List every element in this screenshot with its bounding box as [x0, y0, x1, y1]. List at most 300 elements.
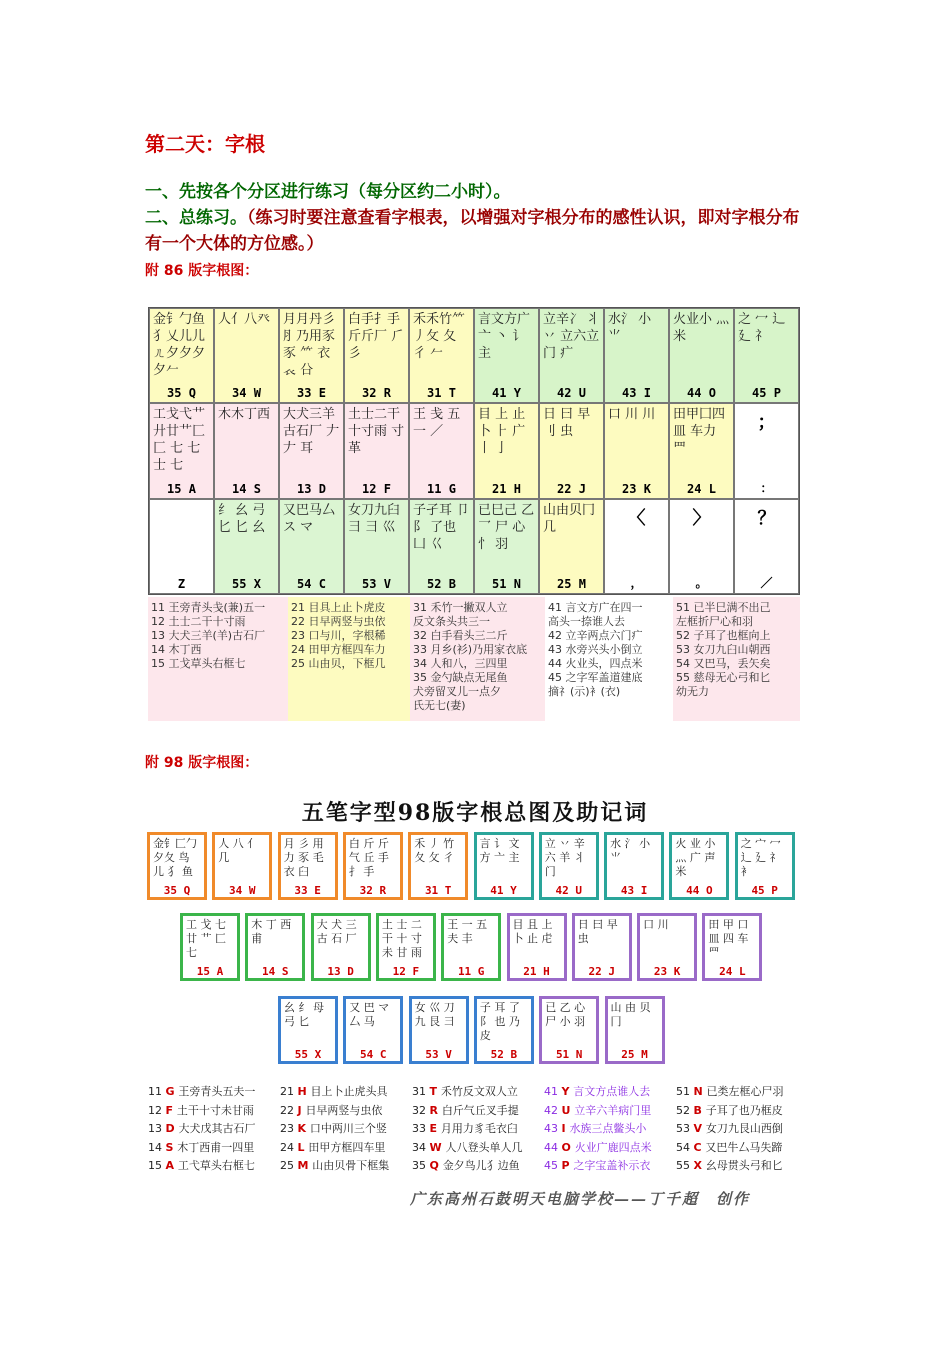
legend98-text: 水族三点鳖头小 [569, 1122, 647, 1135]
key98-code: 14 S [262, 965, 289, 978]
legend86-line: 幼无力 [676, 685, 709, 698]
key98-code: 23 K [653, 965, 681, 978]
legend98-number: 11 [148, 1085, 166, 1098]
key86-roots: 纟 幺 弓 匕 匕 幺 [218, 502, 266, 535]
key86-roots: 工戈弋艹 廾廿艹匚 匚 七 七 士 七 [153, 407, 206, 474]
legend98-key: L [297, 1140, 309, 1154]
key98-roots: 大 犬 三 古 石 厂 [316, 918, 357, 945]
key86-symbol: 〈 [627, 507, 646, 529]
legend98-text: 幺母贯头弓和匕 [705, 1159, 783, 1172]
key98-cell [409, 996, 469, 1064]
key86-cell [344, 499, 409, 594]
key86-cell [279, 499, 344, 594]
legend98-line [148, 1157, 280, 1176]
key98-code: 35 Q [163, 884, 191, 897]
legend98-number: 33 [412, 1122, 430, 1135]
legend98-key: X [693, 1159, 706, 1172]
key86-code: 11 G [427, 481, 456, 496]
legend98-line [676, 1139, 808, 1158]
legend98-number: 21 [280, 1085, 298, 1098]
key98-cell [669, 832, 729, 900]
key98-roots: 王 一 五 夫 丰 [447, 918, 488, 945]
key98-cell [474, 996, 534, 1064]
legend86-line: 12 土士二干十寸雨 [151, 615, 246, 628]
key98-code: 21 H [523, 965, 550, 978]
legend98-key: B [693, 1103, 706, 1117]
key86-roots: 水氵 小 ⺌ [608, 312, 652, 344]
legend98-number: 34 [412, 1140, 430, 1154]
legend98-line [676, 1157, 808, 1176]
legend98-number: 24 [280, 1140, 298, 1154]
key86-code: 33 E [297, 386, 326, 401]
legend98-number: 52 [676, 1103, 694, 1117]
fig98-label: 附 98 版字根图： [145, 755, 259, 771]
legend98-line [280, 1139, 412, 1158]
key86-code: 12 F [362, 481, 391, 496]
key98-cell [637, 913, 697, 981]
legend98-text: 月用力豸毛衣臼 [440, 1122, 518, 1135]
key86-cell [539, 499, 604, 594]
legend98-number: 45 [544, 1159, 562, 1172]
key86-cell [214, 499, 279, 594]
key86-code: 21 H [492, 481, 521, 496]
key98-roots: 又 巴 マ 厶 马 [349, 1001, 390, 1028]
key98-roots: 已 乙 心 尸 小 羽 [545, 1001, 586, 1028]
legend98-line [280, 1157, 412, 1176]
legend98-key: S [165, 1140, 178, 1154]
key86-code: 32 R [362, 386, 391, 401]
legend86-line: 犬旁留叉儿一点夕 [413, 685, 501, 698]
key98-roots: 日 曰 早 虫 [577, 918, 618, 945]
fig86-label: 附 86 版字根图： [145, 263, 259, 279]
key98-code: 25 M [621, 1048, 648, 1061]
keyboard-86-chart [148, 307, 800, 595]
key98-cell [343, 996, 403, 1064]
key98-roots: 言 讠 文 方 亠 主 [479, 837, 520, 864]
key98-cell [343, 832, 403, 900]
legend86-column [545, 597, 673, 721]
legend98-key: C [693, 1140, 706, 1154]
key98-roots: 白 斤 斤 气 丘 手 扌 手 [348, 837, 389, 878]
legend98-key: Y [561, 1085, 574, 1098]
legend-98 [148, 1083, 808, 1176]
key86-cell [734, 308, 799, 403]
key98-code: 33 E [294, 884, 321, 897]
legend98-number: 41 [544, 1085, 562, 1098]
key86-code: 14 S [232, 481, 261, 496]
step-two-note: （练习时要注意查看字根表，以增强对字根分布的感性认识，即对字根分布有一个大体的方位感。） [145, 208, 800, 254]
legend98-text: 又巴牛厶马失蹄 [705, 1140, 783, 1154]
legend98-text: 女刀九艮山西倒 [705, 1122, 783, 1135]
legend98-line [676, 1102, 808, 1121]
key86-cell [214, 308, 279, 403]
legend98-line [280, 1102, 412, 1121]
key86-code: 54 C [297, 577, 326, 591]
key86-roots: 之 冖 辶 廴 礻 [738, 312, 786, 344]
legend86-line: 53 女刀九臼山朝西 [676, 643, 771, 656]
key98-cell [147, 832, 207, 900]
legend98-key: E [429, 1122, 441, 1135]
legend98-key: U [561, 1103, 575, 1117]
key86-roots: 山由贝冂 几 [543, 502, 596, 535]
legend98-column [676, 1083, 808, 1176]
legend86-line: 24 田甲方框四车力 [291, 643, 386, 656]
legend98-text: 之字宝盖补示衣 [573, 1159, 651, 1172]
key98-roots: 目 且 上 卜 止 虍 [512, 918, 553, 945]
legend98-number: 44 [544, 1140, 562, 1154]
key98-code: 31 T [424, 884, 452, 897]
key86-roots: 王 戋 五 一 ／ [413, 407, 461, 440]
key86-cell [149, 308, 214, 403]
key98-roots: 人 八 亻 几 [218, 837, 259, 864]
legend98-text: 田甲方框四车里 [308, 1140, 386, 1154]
key86-roots: 人亻八癶 [218, 312, 271, 327]
key86-cell [344, 403, 409, 498]
legend98-line [412, 1157, 544, 1176]
key98-code: 32 R [359, 884, 387, 897]
legend86-line: 32 白手看头三二斤 [413, 629, 508, 642]
legend98-number: 32 [412, 1103, 430, 1117]
chart-98-title: 五笔字型98版字根总图及助记词 [301, 800, 649, 826]
key86-code: 42 U [557, 386, 586, 401]
key86-code: 41 Y [492, 386, 521, 401]
key86-cell [734, 403, 799, 498]
legend98-number: 25 [280, 1159, 298, 1172]
key86-cell [214, 403, 279, 498]
key86-code: 。 [695, 576, 708, 590]
legend98-line [148, 1083, 280, 1102]
key98-roots: 子 耳 了 阝 也 乃 皮 [479, 1001, 520, 1042]
legend98-key: J [297, 1103, 306, 1117]
key98-roots: 田 甲 口 皿 四 车 罒 [708, 918, 749, 959]
legend98-text: 禾竹反文双人立 [440, 1085, 518, 1098]
key98-code: 52 B [490, 1048, 518, 1061]
key86-roots: 又巴马厶 ス マ [283, 502, 336, 535]
legend86-line: 反文条头共三一 [413, 615, 490, 628]
legend86-line: 52 子耳了也框向上 [676, 629, 771, 642]
key86-roots: 火业小 灬 米 [673, 312, 730, 344]
legend98-text: 土干十寸未甘雨 [176, 1103, 254, 1117]
key86-code: 35 Q [167, 386, 196, 401]
key86-roots: 木木丁西 [218, 407, 271, 423]
key86-cell [149, 499, 214, 594]
key86-roots: 土士二干 十寸雨 寸 革 [348, 407, 405, 457]
key98-cell [604, 832, 664, 900]
key98-cell [376, 913, 436, 981]
key98-cell [441, 913, 501, 981]
legend98-text: 子耳了也乃框皮 [705, 1103, 783, 1117]
legend98-number: 13 [148, 1122, 166, 1135]
legend98-key: P [561, 1159, 574, 1172]
key86-code: 45 P [752, 386, 781, 401]
key98-code: 13 D [327, 965, 354, 978]
legend98-text: 立辛六羊病门里 [574, 1103, 652, 1117]
key86-code: 55 X [232, 577, 261, 591]
legend86-line: 35 金勺缺点无尾鱼 [413, 671, 508, 684]
key98-code: 22 J [588, 965, 616, 978]
key86-code: ／ [760, 576, 773, 590]
legend98-text: 人八登头单人几 [445, 1140, 523, 1154]
key86-symbol: ； [757, 412, 776, 434]
legend86-line: 31 禾竹一撇双人立 [413, 601, 508, 614]
key98-roots: 月 彡 用 力 豕 毛 衣 臼 [283, 837, 324, 878]
key98-code: 34 W [229, 884, 256, 897]
legend98-text: 已类左框心尸羽 [706, 1085, 784, 1098]
key86-cell [604, 499, 669, 594]
legend98-text: 白斤气丘叉手提 [441, 1103, 519, 1117]
legend98-key: A [165, 1159, 178, 1172]
key86-roots: 田甲囗四 皿 车力 罒 [673, 407, 726, 457]
key86-cell [669, 499, 734, 594]
key98-cell [539, 996, 599, 1064]
key98-cell [278, 996, 338, 1064]
legend98-line [412, 1102, 544, 1121]
key86-cell [474, 308, 539, 403]
key86-code: 31 T [427, 386, 456, 401]
legend98-number: 55 [676, 1159, 694, 1172]
key98-roots: 女 巛 刀 九 艮 彐 [414, 1001, 455, 1028]
legend98-text: 木丁西甫一四里 [177, 1140, 255, 1154]
legend86-line: 44 火业头，四点米 [548, 657, 643, 670]
legend98-text: 火业广鹿四点米 [574, 1140, 652, 1154]
key98-cell [539, 832, 599, 900]
legend98-line [148, 1102, 280, 1121]
legend86-line: 51 已半巳满不出己 [676, 601, 771, 614]
credit-line: 广东高州石鼓明天电脑学校——丁千超 创作 [410, 1190, 751, 1208]
key98-roots: 火 业 小 灬 广 声 米 [675, 837, 716, 878]
legend98-number: 14 [148, 1140, 166, 1154]
key98-cell [212, 832, 272, 900]
key86-cell [409, 308, 474, 403]
legend98-text: 言文方点谁人去 [573, 1085, 651, 1098]
legend98-key: O [561, 1140, 575, 1154]
key98-cell [572, 913, 632, 981]
legend86-column [673, 597, 800, 721]
step-one: 一、先按各个分区进行练习（每分区约二小时）。 [145, 182, 511, 202]
key86-cell [669, 308, 734, 403]
legend98-number: 42 [544, 1103, 562, 1117]
key86-roots: 金钅勹鱼 犭乂儿儿 ㄦ夕夕夕 夕𠂉 [153, 312, 206, 378]
legend98-key: H [297, 1085, 311, 1098]
step-two-head: 二、总练习。 [145, 208, 247, 228]
key86-cell [409, 499, 474, 594]
legend98-line [544, 1157, 676, 1176]
legend98-number: 22 [280, 1103, 298, 1117]
legend98-key: I [561, 1122, 570, 1135]
key98-code: 12 F [392, 965, 420, 978]
legend86-line: 13 大犬三羊(羊)古石厂 [151, 629, 266, 642]
legend86-line: 11 王旁青头戋(兼)五一 [151, 601, 266, 614]
key86-roots: 已巳己 乙 乛 尸 心 忄 羽 [478, 502, 535, 552]
key98-roots: 金钅匚勹 夕夂 鸟 儿 犭 鱼 [153, 837, 197, 878]
legend98-key: R [429, 1103, 442, 1117]
key98-code: 41 Y [490, 884, 517, 897]
key86-roots: 口 川 川 [608, 407, 656, 423]
page-title: 第二天：字根 [145, 132, 265, 156]
key98-cell [180, 913, 240, 981]
key86-code: 52 B [427, 577, 456, 591]
legend98-line [676, 1120, 808, 1139]
key86-code: 25 M [557, 577, 586, 591]
key86-code: 43 I [622, 386, 651, 401]
key86-cell [539, 308, 604, 403]
key98-code: 55 X [294, 1048, 322, 1061]
legend98-number: 53 [676, 1122, 694, 1135]
legend98-key: N [693, 1085, 707, 1098]
key86-code: ： [760, 480, 773, 495]
key98-roots: 土 士 二 干 十 寸 未 甘 雨 [381, 918, 422, 959]
legend98-line [148, 1139, 280, 1158]
key86-cell [669, 403, 734, 498]
key98-roots: 之 宀 冖 辶 廴 礻 衤 [740, 837, 781, 878]
key86-cell [474, 499, 539, 594]
key98-roots: 工 戈 七 廿 艹 匚 七 [186, 918, 226, 959]
key86-roots: 女刀九臼 彐 ⺕ 巛 [348, 502, 401, 535]
legend98-text: 目上卜止虎头具 [310, 1085, 388, 1098]
legend98-key: D [165, 1122, 179, 1135]
key86-code: ， [630, 576, 643, 590]
legend98-text: 工弋草头右框七 [177, 1159, 255, 1172]
key86-roots: 禾禾竹⺮ 丿攵 夂 彳 𠂉 [413, 312, 466, 361]
key86-cell [539, 403, 604, 498]
key86-code: 51 N [492, 577, 521, 591]
legend98-column [148, 1083, 280, 1176]
key86-code: 34 W [232, 386, 261, 401]
key86-roots: 月月丹彡 ⺼乃用豕 豕 ⺮ 衣 𧘇 㕣 [283, 312, 336, 378]
legend98-text: 口中两川三个竖 [309, 1122, 387, 1135]
key98-code: 54 C [360, 1048, 387, 1061]
key86-roots: 目 上 止 卜 ⺊ 广 丨 亅 [478, 407, 526, 457]
key86-symbol: ？ [757, 507, 776, 529]
key98-code: 11 G [457, 965, 485, 978]
legend98-key: V [693, 1122, 706, 1135]
legend98-number: 35 [412, 1159, 430, 1172]
legend98-text: 山由贝骨下框集 [312, 1159, 390, 1172]
legend86-line: 42 立辛两点六门疒 [548, 629, 643, 642]
legend98-text: 金夕鸟儿犭边鱼 [442, 1159, 520, 1172]
legend98-column [280, 1083, 412, 1176]
legend98-number: 51 [676, 1085, 694, 1098]
legend86-line: 14 木丁西 [151, 643, 202, 656]
key98-roots: 禾 丿 竹 夂 攵 彳 [414, 837, 455, 864]
legend86-line: 21 目具上止卜虎皮 [291, 601, 386, 614]
legend86-line: 15 工戈草头右框七 [151, 657, 246, 670]
key86-roots: 子孑耳 卩 阝 了也 凵 巜 [413, 502, 470, 552]
legend86-line: 摘礻(示)衤(衣) [548, 685, 621, 698]
legend-86 [148, 597, 800, 721]
key98-code: 42 U [555, 884, 583, 897]
legend86-line: 55 慈母无心弓和匕 [676, 671, 771, 684]
legend98-text: 王旁青头五夫一 [178, 1085, 256, 1098]
key86-cell [409, 403, 474, 498]
legend98-line [676, 1083, 808, 1102]
legend86-line: 54 又巴马，丢矢矣 [676, 657, 771, 670]
key86-cell [149, 403, 214, 498]
key98-cell [474, 832, 534, 900]
key98-roots: 水 氵 小 ⺌ [610, 837, 651, 864]
key86-code: 22 J [557, 481, 586, 496]
legend98-line [544, 1102, 676, 1121]
key98-code: 24 L [719, 965, 746, 978]
legend98-key: K [297, 1122, 310, 1135]
key86-code: 44 O [687, 386, 716, 401]
legend86-column [410, 597, 545, 721]
legend98-line [412, 1139, 544, 1158]
key98-roots: 木 丁 西 甫 [251, 918, 292, 945]
key98-roots: 幺 纟 母 弓 匕 [284, 1001, 324, 1028]
legend98-text: 日早两竖与虫依 [305, 1103, 383, 1117]
legend98-key: W [429, 1140, 446, 1154]
key98-cell [278, 832, 338, 900]
legend98-number: 31 [412, 1085, 430, 1098]
legend86-line: 33 月乡(衫)乃用家衣底 [413, 643, 528, 656]
key98-code: 43 I [620, 884, 648, 897]
key98-roots: 口 川 [643, 918, 669, 931]
key86-roots: 言文方广 亠 丶 讠 主 [478, 312, 531, 361]
legend86-line: 45 之字军盖道建底 [548, 671, 643, 684]
legend86-line: 高头一捺谁人去 [548, 615, 625, 628]
legend86-line: 34 人和八，三四里 [413, 657, 508, 670]
legend86-line: 23 口与川，字根稀 [291, 629, 386, 642]
key86-cell [474, 403, 539, 498]
key86-code: 13 D [297, 481, 326, 496]
legend98-line [412, 1120, 544, 1139]
legend86-column [148, 597, 288, 721]
legend98-number: 23 [280, 1122, 298, 1135]
legend98-key: M [297, 1159, 313, 1172]
step-two [145, 205, 815, 257]
key86-code: 15 A [167, 481, 196, 496]
key86-code: 24 L [687, 481, 716, 496]
legend86-line: 氏无七(妻) [413, 699, 466, 712]
key98-cell [311, 913, 371, 981]
key98-cell [605, 996, 665, 1064]
key98-code: 44 O [686, 884, 713, 897]
legend98-line [280, 1120, 412, 1139]
legend98-line [412, 1083, 544, 1102]
key86-symbol: 〉 [692, 507, 711, 529]
key98-cell [507, 913, 567, 981]
key86-roots: 大犬三羊 古石厂 𠂇 𠂇 耳 [283, 407, 340, 457]
key86-roots: 日 曰 早 刂 虫 [543, 407, 591, 440]
key98-cell [702, 913, 762, 981]
legend98-key: Q [429, 1159, 443, 1172]
legend86-column [288, 597, 410, 721]
legend98-number: 54 [676, 1140, 694, 1154]
legend86-line: 25 山由贝，下框几 [291, 657, 386, 670]
legend98-column [544, 1083, 676, 1176]
legend98-line [544, 1083, 676, 1102]
key86-code: 53 V [362, 577, 391, 591]
legend98-line [148, 1120, 280, 1139]
legend98-number: 15 [148, 1159, 166, 1172]
key86-cell [734, 499, 799, 594]
legend98-key: T [429, 1085, 441, 1098]
key98-roots: 山 由 贝 冂 [610, 1001, 651, 1028]
key98-cell [408, 832, 468, 900]
legend98-line [544, 1120, 676, 1139]
key98-roots: 立 丷 辛 六 羊 丬 门 [544, 837, 585, 878]
key86-cell [279, 308, 344, 403]
key86-cell [604, 403, 669, 498]
key98-cell [735, 832, 795, 900]
key86-cell [279, 403, 344, 498]
key98-code: 45 P [751, 884, 778, 897]
key86-roots: 白手扌手 斤斤厂 ⺁ 彡 [348, 312, 405, 361]
legend98-number: 12 [148, 1103, 166, 1117]
legend86-line: 43 水旁兴头小倒立 [548, 643, 643, 656]
legend98-number: 43 [544, 1122, 562, 1135]
